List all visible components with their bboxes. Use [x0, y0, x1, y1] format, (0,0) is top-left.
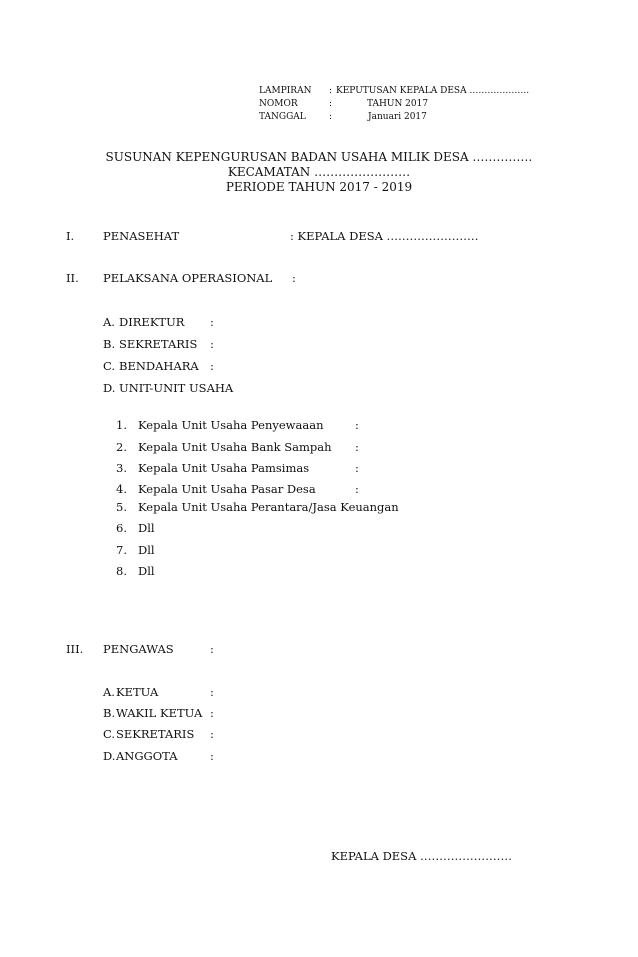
item-sep: :: [210, 359, 214, 373]
section-sep: :: [210, 642, 214, 656]
item-sep: :: [210, 685, 214, 699]
item-sep: :: [210, 315, 214, 329]
lampiran-label: LAMPIRAN: [259, 86, 312, 96]
item-letter: B.: [103, 337, 116, 351]
section-sep: :: [292, 271, 296, 285]
section-label: PELAKSANA OPERASIONAL: [103, 271, 273, 285]
tanggal-label: TANGGAL: [259, 112, 306, 122]
section-value: : KEPALA DESA ……………………: [290, 229, 479, 243]
item-sep: :: [210, 337, 214, 351]
item-letter: A.: [103, 685, 115, 699]
unit-label: Kepala Unit Usaha Pamsimas: [138, 461, 310, 475]
unit-number: 7.: [116, 543, 127, 557]
unit-number: 8.: [116, 564, 127, 578]
unit-label: Dll: [138, 521, 155, 535]
title-line-3: PERIODE TAHUN 2017 - 2019: [225, 180, 413, 194]
nomor-label: NOMOR: [259, 99, 298, 109]
unit-sep: :: [355, 461, 359, 475]
item-sep: :: [210, 727, 214, 741]
item-letter: B.: [103, 706, 116, 720]
item-ketua: KETUA: [116, 685, 159, 699]
unit-label: Kepala Unit Usaha Penyewaaan: [138, 418, 324, 432]
nomor-sep: :: [329, 99, 333, 109]
unit-sep: :: [355, 440, 359, 454]
item-wakil-ketua: WAKIL KETUA: [116, 706, 203, 720]
section-number: I.: [66, 229, 75, 243]
item-sep: :: [210, 749, 214, 763]
unit-label: Dll: [138, 564, 155, 578]
nomor-value: TAHUN 2017: [367, 99, 429, 109]
tanggal-value: Januari 2017: [368, 112, 427, 122]
item-direktur: DIREKTUR: [119, 315, 185, 329]
unit-sep: :: [355, 482, 359, 496]
unit-number: 6.: [116, 521, 127, 535]
unit-number: 3.: [116, 461, 127, 475]
item-anggota: ANGGOTA: [116, 749, 178, 763]
section-label: PENGAWAS: [103, 642, 174, 656]
unit-number: 2.: [116, 440, 127, 454]
item-sep: :: [210, 706, 214, 720]
unit-label: Kepala Unit Usaha Perantara/Jasa Keuangan: [138, 500, 399, 514]
item-letter: C.: [103, 727, 116, 741]
unit-number: 1.: [116, 418, 127, 432]
lampiran-value: KEPUTUSAN KEPALA DESA ………………..: [336, 86, 530, 96]
item-sekretaris: SEKRETARIS: [116, 727, 195, 741]
item-letter: D.: [103, 381, 116, 395]
item-letter: C.: [103, 359, 116, 373]
title-line-1: SUSUNAN KEPENGURUSAN BADAN USAHA MILIK DESA ……………: [105, 150, 533, 164]
section-number: II.: [66, 271, 79, 285]
unit-number: 5.: [116, 500, 127, 514]
lampiran-sep: :: [329, 86, 333, 96]
unit-sep: :: [355, 418, 359, 432]
tanggal-sep: :: [329, 112, 333, 122]
unit-label: Dll: [138, 543, 155, 557]
item-unit-unit-usaha: UNIT-UNIT USAHA: [119, 381, 234, 395]
section-label: PENASEHAT: [103, 229, 180, 243]
section-number: III.: [66, 642, 84, 656]
item-sekretaris: SEKRETARIS: [119, 337, 198, 351]
item-bendahara: BENDAHARA: [119, 359, 199, 373]
title-line-2: KECAMATAN ……………………: [227, 165, 411, 179]
unit-label: Kepala Unit Usaha Bank Sampah: [138, 440, 332, 454]
item-letter: D.: [103, 749, 116, 763]
unit-number: 4.: [116, 482, 127, 496]
signature-kepala-desa: KEPALA DESA ……………………: [331, 849, 513, 863]
item-letter: A.: [103, 315, 115, 329]
unit-label: Kepala Unit Usaha Pasar Desa: [138, 482, 316, 496]
